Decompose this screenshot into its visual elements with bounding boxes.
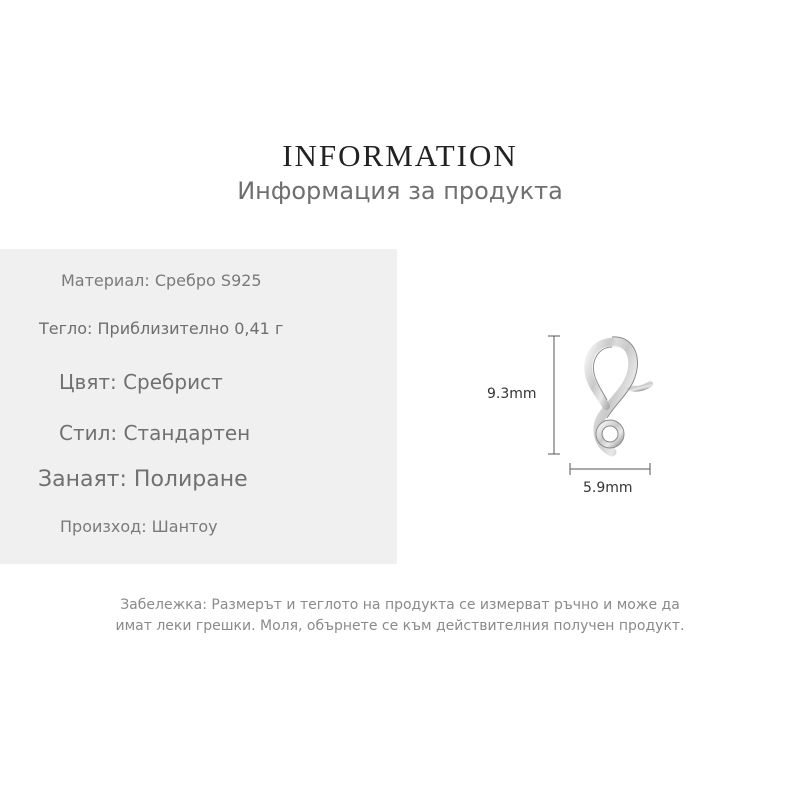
- spec-material: Материал: Сребро S925: [61, 271, 262, 290]
- height-label: 9.3mm: [487, 386, 537, 402]
- page-subtitle: Информация за продукта: [237, 177, 563, 205]
- lobster-clasp-image: [540, 326, 670, 486]
- spec-color: Цвят: Сребрист: [59, 370, 223, 394]
- spec-craft: Занаят: Полиране: [38, 467, 248, 492]
- clasp-shape: [588, 342, 650, 452]
- note-line-2: имат леки грешки. Моля, обърнете се към действителния получен продукт.: [115, 618, 685, 634]
- spec-origin: Произход: Шантоу: [60, 517, 218, 536]
- page-title: INFORMATION: [282, 138, 518, 173]
- spec-weight: Тегло: Приблизително 0,41 г: [39, 319, 284, 338]
- spec-style: Стил: Стандартен: [59, 421, 251, 445]
- width-dimension-line: [570, 463, 650, 475]
- width-label: 5.9mm: [583, 480, 633, 496]
- note-line-1: Забележка: Размерът и теглото на продукта се измерват ръчно и може да: [120, 597, 680, 613]
- height-dimension-line: [548, 336, 560, 454]
